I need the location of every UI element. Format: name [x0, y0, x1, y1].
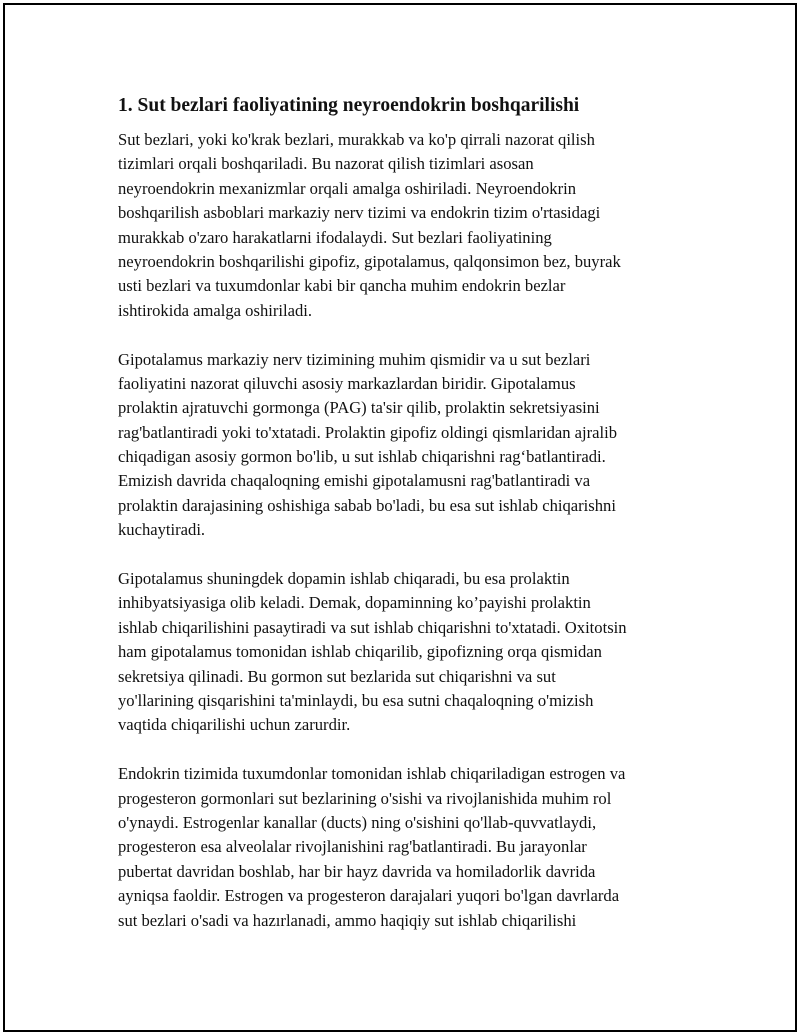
text-line: Emizish davrida chaqaloqning emishi gipotalamusni rag'batlantiradi va — [118, 471, 591, 491]
text-line: pubertat davridan boshlab, har bir hayz davrida va homiladorlik davrida — [118, 861, 596, 881]
text-line: Sut bezlari, yoki ko'krak bezlari, murakkab va ko'p qirrali nazorat qilish — [118, 130, 595, 149]
document-body — [118, 92, 693, 933]
text-line: neyroendokrin mexanizmlar orqali amalga oshiriladi. Neyroendokrin — [118, 178, 577, 198]
text-line: Gipotalamus shuningdek dopamin ishlab chiqaradi, bu esa prolaktin — [118, 569, 570, 589]
paragraph-spacer — [118, 543, 693, 567]
text-line: progesteron esa alveolalar rivojlanishini rag'batlantiradi. Bu jarayonlar — [118, 837, 587, 857]
text-line: kuchaytiradi. — [118, 520, 206, 540]
text-line: progesteron gormonlari sut bezlarining o'sishi va rivojlanishida muhim rol — [118, 788, 612, 808]
text-line: ishlab chiqarilishini pasaytiradi va sut ishlab chiqarishni to'xtatadi. Oxitotsin — [118, 617, 627, 637]
text-line: inhibyatsiyasiga olib keladi. Demak, dopaminning ko’payishi prolaktin — [118, 593, 591, 613]
paragraph-4 — [118, 762, 693, 933]
text-line: prolaktin ajratuvchi gormonga (PAG) ta'sir qilib, prolaktin sekretsiyasini — [118, 398, 600, 418]
paragraph-3 — [118, 567, 693, 738]
text-line: usti bezlari va tuxumdonlar kabi bir qancha muhim endokrin bezlar — [118, 276, 566, 296]
text-line: o'ynaydi. Estrogenlar kanallar (ducts) ning o'sishini qo'llab-quvvatlaydi, — [118, 812, 597, 832]
text-line: Endokrin tizimida tuxumdonlar tomonidan ishlab chiqariladigan estrogen va — [118, 764, 626, 784]
text-line: sekretsiya qilinadi. Bu gormon sut bezlarida sut chiqarishni va sut — [118, 666, 556, 686]
text-line: neyroendokrin boshqarilishi gipofiz, gipotalamus, qalqonsimon bez, buyrak — [118, 251, 621, 271]
text-line: murakkab o'zaro harakatlarni ifodalaydi. Sut bezlari faoliyatining — [118, 227, 552, 247]
text-line: tizimlari orqali boshqariladi. Bu nazorat qilish tizimlari asosan — [118, 154, 534, 174]
text-line: ayniqsa faoldir. Estrogen va progesteron darajalari yuqori bo'lgan davrlarda — [118, 886, 620, 906]
paragraph-spacer — [118, 323, 693, 347]
text-line: yo'llarining qisqarishini ta'minlaydi, bu esa sutni chaqaloqning o'mizish — [118, 690, 594, 710]
text-line: sut bezlari o'sadi va hazırlanadi, ammo haqiqiy sut ishlab chiqarilishi — [118, 910, 577, 930]
text-line: faoliyatini nazorat qiluvchi asosiy markazlardan biridir. Gipotalamus — [118, 373, 576, 393]
text-line: ishtirokida amalga oshiriladi. — [118, 300, 313, 320]
paragraph-2 — [118, 348, 693, 543]
text-line: Gipotalamus markaziy nerv tizimining muhim qismidir va u sut bezlari — [118, 349, 591, 369]
paragraph-1 — [118, 128, 693, 323]
text-line: ham gipotalamus tomonidan ishlab chiqarilib, gipofizning orqa qismidan — [118, 642, 602, 662]
text-line: boshqarilish asboblari markaziy nerv tizimi va endokrin tizim o'rtasidagi — [118, 203, 601, 223]
text-line: chiqadigan asosiy gormon bo'lib, u sut ishlab chiqarishni rag‘batlantiradi. — [118, 447, 606, 467]
text-line: prolaktin darajasining oshishiga sabab bo'ladi, bu esa sut ishlab chiqarishni — [118, 495, 616, 515]
section-heading: 1. Sut bezlari faoliyatining neyroendokrin boshqarilishi — [118, 95, 580, 116]
paragraph-spacer — [118, 738, 693, 762]
text-line: vaqtida chiqarilishi uchun zarurdir. — [118, 715, 351, 735]
text-line: rag'batlantiradi yoki to'xtatadi. Prolaktin gipofiz oldingi qismlaridan ajralib — [118, 422, 618, 442]
